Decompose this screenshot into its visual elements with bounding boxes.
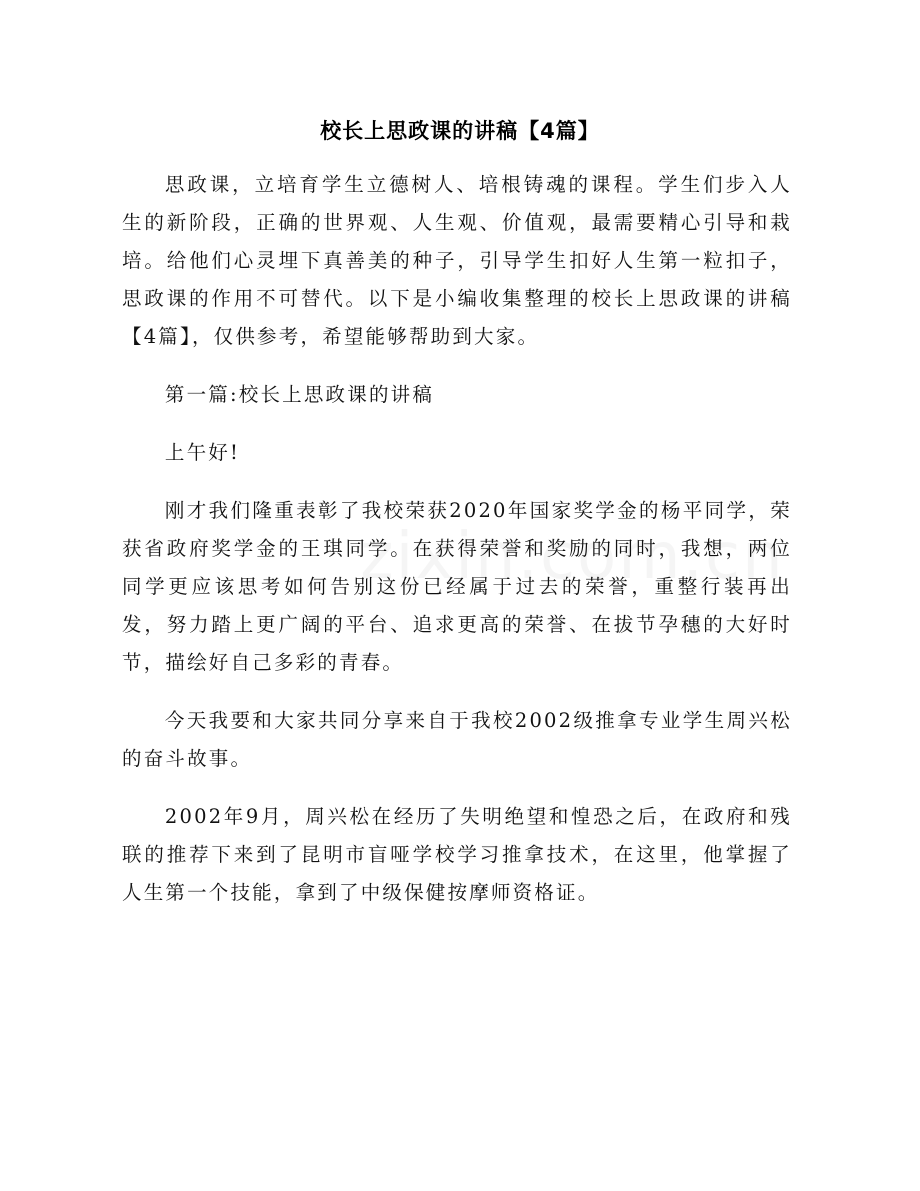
paragraph-awards: 刚才我们隆重表彰了我校荣获2020年国家奖学金的杨平同学，荣获省政府奖学金的王琪同学。在获得荣誉和奖励的同时，我想，两位同学更应该思考如何告别这份已经属于过去的荣誉，重整行装再出发，努力踏上更广阔的平台、追求更高的荣誉、在拔节孕穗的大好时节，描绘好自己多彩的青春。 (122, 499, 792, 674)
paragraph-story-intro: 今天我要和大家共同分享来自于我校2002级推拿专业学生周兴松的奋斗故事。 (122, 709, 792, 770)
paragraph-intro: 思政课，立培育学生立德树人、培根铸魂的课程。学生们步入人生的新阶段，正确的世界观、人生观、价值观，最需要精心引导和栽培。给他们心灵埋下真善美的种子，引导学生扣好人生第一粒扣子，思政课的作用不可替代。以下是小编收集整理的校长上思政课的讲稿【4篇】，仅供参考，希望能够帮助到大家。 (122, 173, 792, 348)
document-body (122, 166, 792, 932)
section-heading: 第一篇:校长上思政课的讲稿 (164, 383, 435, 406)
paragraph-greeting: 上午好! (164, 441, 241, 464)
paragraph-story: 2002年9月，周兴松在经历了失明绝望和惶恐之后，在政府和残联的推荐下来到了昆明市盲哑学校学习推拿技术，在这里，他掌握了人生第一个技能，拿到了中级保健按摩师资格证。 (122, 805, 792, 904)
page-title: 校长上思政课的讲稿【4篇】 (320, 119, 600, 143)
